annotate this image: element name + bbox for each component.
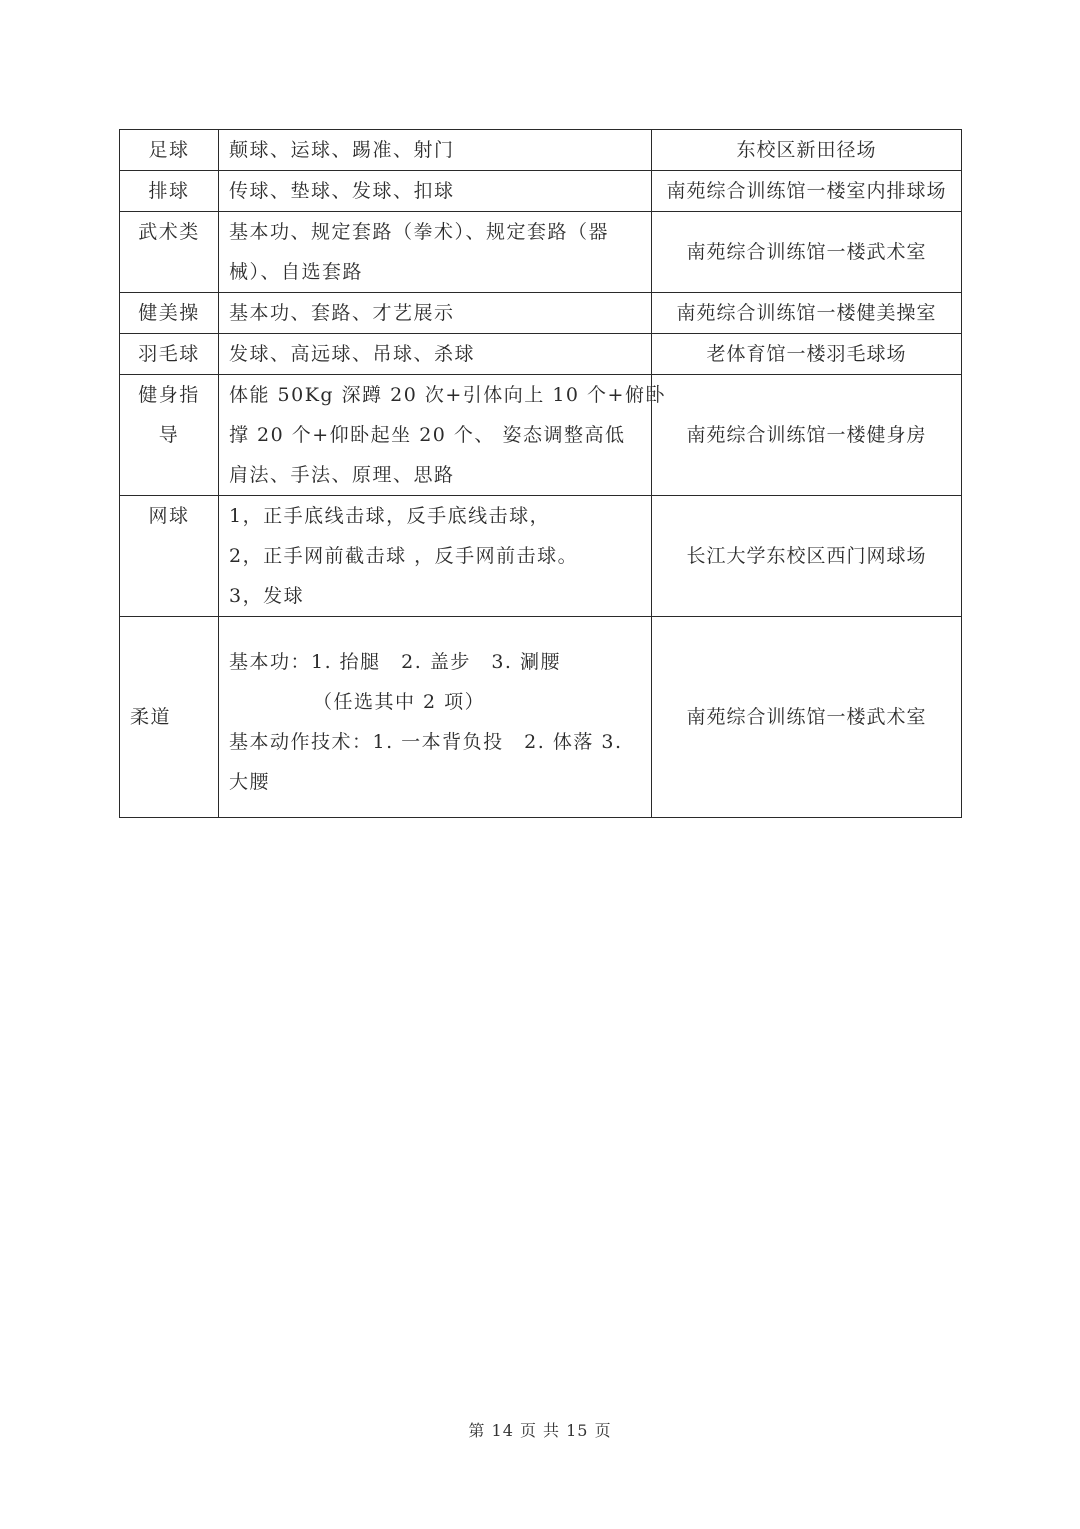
sport-item-line: 基本功、套路、才艺展示 bbox=[229, 302, 455, 324]
sport-items-cell bbox=[219, 617, 652, 818]
sport-location-cell bbox=[652, 375, 962, 496]
sport-location-cell bbox=[652, 617, 962, 818]
sports-assessment-table bbox=[119, 129, 962, 818]
sport-location: 南苑综合训练馆一楼健身房 bbox=[686, 424, 927, 446]
sport-item-line: 体能 50Kg 深蹲 20 次+引体向上 10 个+俯卧 bbox=[229, 384, 666, 406]
table-row bbox=[120, 130, 962, 171]
sport-name-cell bbox=[120, 334, 219, 375]
sport-item-line: 肩法、手法、原理、思路 bbox=[229, 464, 455, 486]
sport-name: 健美操 bbox=[138, 302, 200, 324]
sport-location: 南苑综合训练馆一楼室内排球场 bbox=[666, 180, 947, 202]
sport-name-cell bbox=[120, 212, 219, 293]
sport-name-cell bbox=[120, 171, 219, 212]
table-row bbox=[120, 496, 962, 617]
sport-items-cell bbox=[219, 212, 652, 293]
sport-items-cell bbox=[219, 496, 652, 617]
sport-item-line: 颠球、运球、踢准、射门 bbox=[229, 139, 455, 161]
sport-name-cell bbox=[120, 375, 219, 496]
sport-name: 羽毛球 bbox=[138, 343, 200, 365]
table-row bbox=[120, 212, 962, 293]
table-row bbox=[120, 617, 962, 818]
sport-location-cell bbox=[652, 130, 962, 171]
sport-items-cell bbox=[219, 130, 652, 171]
sport-name: 排球 bbox=[148, 180, 190, 202]
sport-location-cell bbox=[652, 334, 962, 375]
sport-name: 柔道 bbox=[130, 706, 172, 728]
sport-location-cell bbox=[652, 212, 962, 293]
sport-items-cell bbox=[219, 171, 652, 212]
sport-items-cell bbox=[219, 293, 652, 334]
sport-item-line: 械）、自选套路 bbox=[229, 261, 364, 283]
table-row bbox=[120, 334, 962, 375]
sport-name: 网球 bbox=[148, 505, 190, 527]
sport-item-line: 传球、垫球、发球、扣球 bbox=[229, 180, 455, 202]
sport-location: 东校区新田径场 bbox=[736, 139, 877, 161]
table-row bbox=[120, 171, 962, 212]
sport-item-line: 发球、高远球、吊球、杀球 bbox=[229, 343, 476, 365]
sport-name: 足球 bbox=[148, 139, 190, 161]
sport-items-cell bbox=[219, 375, 666, 496]
sport-item-line: 3，发球 bbox=[229, 585, 305, 607]
sport-item-line: 基本功、规定套路（拳术）、规定套路（器 bbox=[229, 221, 610, 243]
sport-name-cell bbox=[120, 617, 219, 818]
table-row bbox=[120, 293, 962, 334]
sport-location: 南苑综合训练馆一楼武术室 bbox=[686, 706, 927, 728]
sport-name: 武术类 bbox=[138, 221, 200, 243]
sport-name-cell bbox=[120, 496, 219, 617]
sport-name-line: 健身指 bbox=[138, 384, 200, 406]
sport-location-cell bbox=[652, 171, 962, 212]
sport-item-line: 基本动作技术：1. 一本背负投 2. 体落 3. bbox=[229, 731, 623, 753]
sport-item-line: 基本功：1. 抬腿 2. 盖步 3. 涮腰 bbox=[229, 651, 562, 673]
sport-name-cell bbox=[120, 293, 219, 334]
sport-items-cell bbox=[219, 334, 652, 375]
sport-item-line: 2，正手网前截击球 ，反手网前击球。 bbox=[229, 545, 579, 567]
sport-location-cell bbox=[652, 496, 962, 617]
sport-item-line: 大腰 bbox=[229, 771, 271, 793]
sport-item-line: 撑 20 个+仰卧起坐 20 个、 姿态调整高低 bbox=[229, 424, 626, 446]
table-row bbox=[120, 375, 962, 496]
sport-item-line: 1，正手底线击球，反手底线击球， bbox=[229, 505, 551, 527]
sport-item-line: （任选其中 2 项） bbox=[313, 691, 486, 713]
sport-location: 长江大学东校区西门网球场 bbox=[686, 545, 927, 567]
sport-location: 南苑综合训练馆一楼武术室 bbox=[686, 241, 927, 263]
sport-name-line: 导 bbox=[158, 424, 180, 446]
page-number-footer: 第 14 页 共 15 页 bbox=[468, 1421, 612, 1440]
sport-name-cell bbox=[120, 130, 219, 171]
sport-location-cell bbox=[652, 293, 962, 334]
sport-location: 南苑综合训练馆一楼健美操室 bbox=[676, 302, 937, 324]
sport-location: 老体育馆一楼羽毛球场 bbox=[706, 343, 907, 365]
